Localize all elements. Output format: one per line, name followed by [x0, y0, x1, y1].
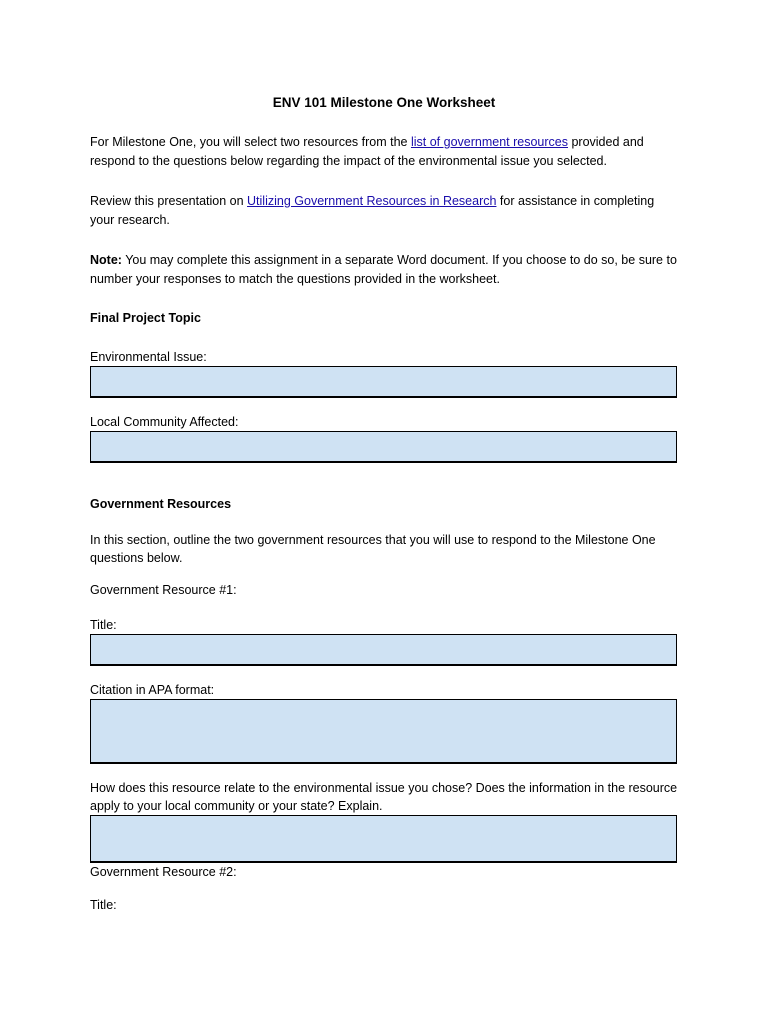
intro-paragraph — [90, 133, 680, 171]
environmental-issue-label: Environmental Issue: — [90, 350, 207, 364]
resource1-title-field[interactable] — [90, 634, 677, 666]
review-text-pre: Review this presentation on — [90, 194, 248, 208]
review-text-post: for assistance in completing your research. — [90, 194, 655, 227]
local-community-field[interactable] — [90, 431, 677, 463]
environmental-issue-field[interactable] — [90, 366, 677, 398]
final-project-topic-heading: Final Project Topic — [90, 311, 201, 325]
note-paragraph — [90, 251, 680, 289]
resource2-heading: Government Resource #2: — [90, 865, 237, 879]
local-community-label: Local Community Affected: — [90, 415, 239, 429]
government-resources-list-link[interactable]: list of government resources — [410, 135, 568, 149]
intro-text-pre: For Milestone One, you will select two resources from the — [90, 135, 411, 149]
intro-text-post: provided and respond to the questions below regarding the impact of the environmental issue you selected. — [90, 135, 644, 168]
resource1-citation-field[interactable] — [90, 699, 677, 764]
page-title: ENV 101 Milestone One Worksheet — [272, 95, 496, 110]
presentation-link[interactable]: Utilizing Government Resources in Research — [247, 194, 497, 208]
note-label: Note: — [90, 253, 122, 267]
resource1-heading: Government Resource #1: — [90, 583, 237, 597]
resource1-citation-label: Citation in APA format: — [90, 683, 215, 697]
note-text: You may complete this assignment in a separate Word document. If you choose to do so, be sure to number your responses to match the questions provided in the worksheet. — [90, 253, 677, 286]
resource2-title-label: Title: — [90, 898, 117, 912]
resource1-relation-field[interactable] — [90, 815, 677, 863]
resource1-title-label: Title: — [90, 618, 117, 632]
government-resources-heading: Government Resources — [90, 497, 232, 511]
government-resources-description: In this section, outline the two government resources that you will use to respond to the Milestone One questions below. — [90, 533, 656, 565]
resource1-relation-question: How does this resource relate to the environmental issue you chose? Does the information in the resource apply to your local community or your state? Explain. — [90, 781, 678, 813]
review-paragraph — [90, 192, 680, 230]
